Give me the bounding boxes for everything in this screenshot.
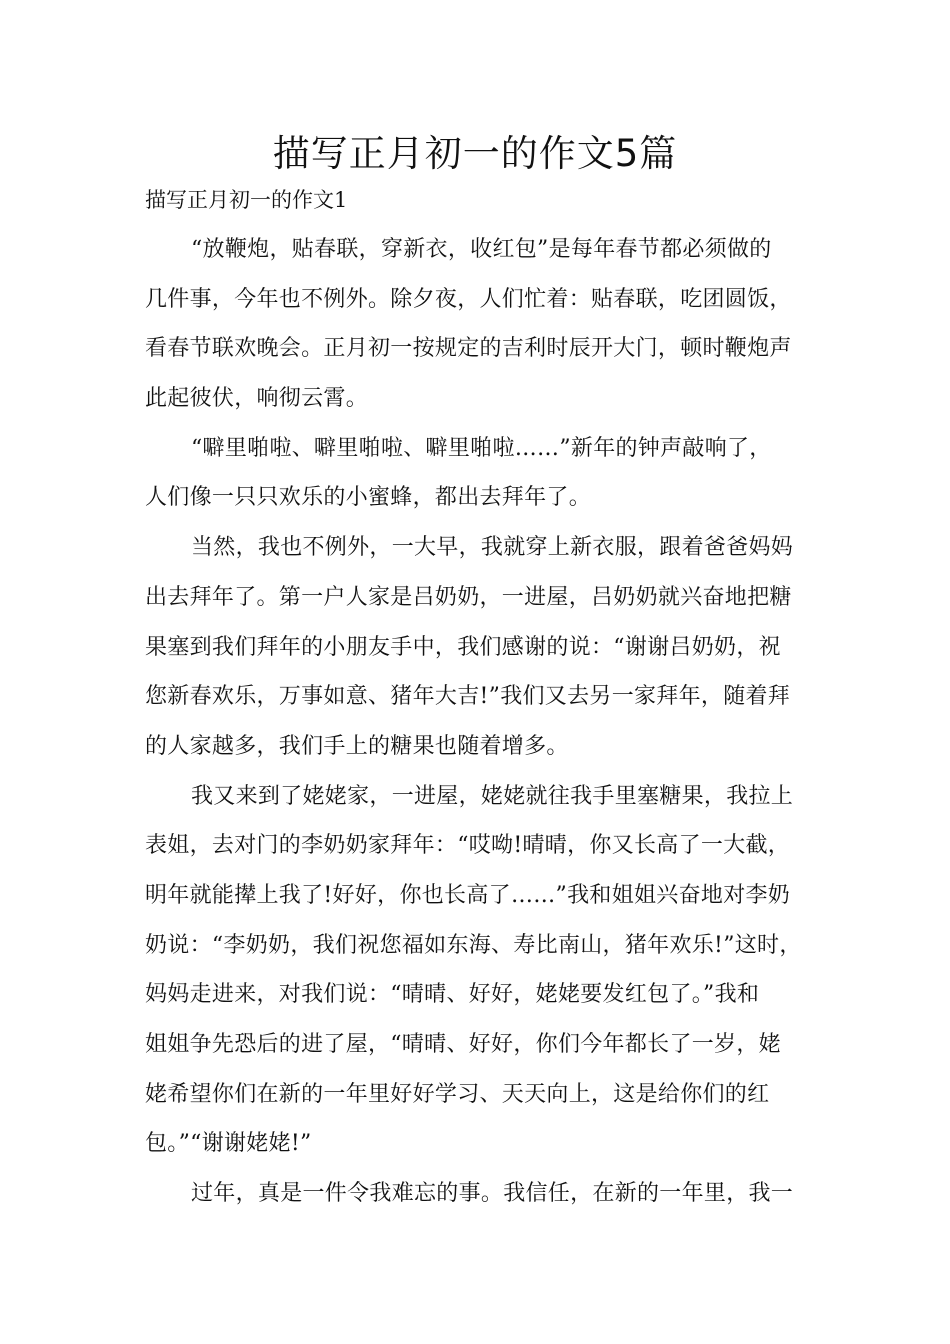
text-line: 看春节联欢晚会。正月初一按规定的吉利时辰开大门，顿时鞭炮声 [145,336,792,362]
text-line: 人们像一只只欢乐的小蜜蜂，都出去拜年了。 [145,485,592,511]
text-line: “噼里啪啦、噼里啪啦、噼里啪啦……”新年的钟声敲响了， [191,435,772,461]
text-line: 包。”“谢谢姥姥!” [145,1131,312,1157]
text-line: 几件事，今年也不例外。除夕夜，人们忙着：贴春联，吃团圆饭， [145,286,792,312]
text-line: 姐姐争先恐后的进了屋，“晴晴、好好，你们今年都长了一岁，姥 [145,1032,781,1057]
text-line: 您新春欢乐，万事如意、猪年大吉!”我们又去另一家拜年，随着拜 [145,684,791,710]
text-line: 妈妈走进来，对我们说：“晴晴、好好，姥姥要发红包了。”我和 [145,982,760,1008]
text-line: 出去拜年了。第一户人家是吕奶奶，一进屋，吕奶奶就兴奋地把糖 [145,584,792,610]
text-line: 奶说：“李奶奶，我们祝您福如东海、寿比南山，猪年欢乐!”这时， [145,932,802,958]
text-line: 表姐，去对门的李奶奶家拜年：“哎呦!晴晴，你又长高了一大截， [145,833,791,859]
document-title: 描写正月初一的作文5篇 [272,132,678,175]
text-line: 过年，真是一件令我难忘的事。我信任，在新的一年里，我一 [191,1181,794,1207]
text-line: “放鞭炮，贴春联，穿新衣，收红包”是每年春节都必须做的 [191,237,772,262]
text-line: 的人家越多，我们手上的糖果也随着增多。 [145,733,569,759]
essay-subtitle: 描写正月初一的作文1 [145,188,348,212]
text-line: 此起彼伏，响彻云霄。 [145,386,369,412]
text-line: 姥希望你们在新的一年里好好学习、天天向上，这是给你们的红 [145,1081,770,1107]
text-line: 我又来到了姥姥家，一进屋，姥姥就往我手里塞糖果，我拉上 [191,783,794,809]
text-line: 明年就能撵上我了!好好，你也长高了……”我和姐姐兴奋地对李奶 [145,882,791,908]
text-line: 果塞到我们拜年的小朋友手中，我们感谢的说：“谢谢吕奶奶，祝 [145,634,781,660]
essay-body [145,232,815,1226]
text-line: 当然，我也不例外，一大早，我就穿上新衣服，跟着爸爸妈妈 [191,535,794,561]
